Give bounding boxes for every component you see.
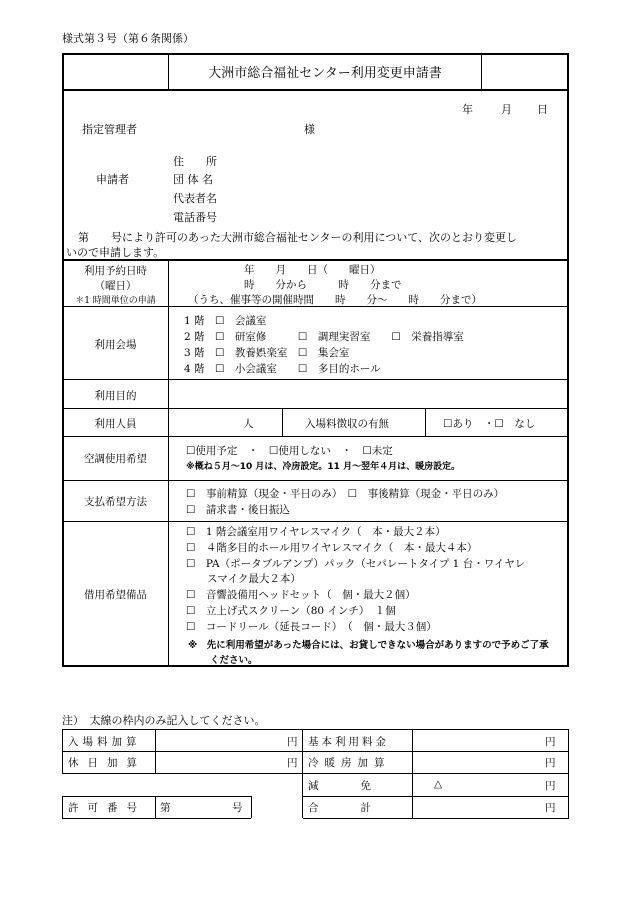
applicant-label: 申請者	[96, 173, 129, 186]
footnote: 注） 太線の枠内のみ記入してください。	[62, 714, 266, 727]
aircon-options: ☐使用予定 ・ ☐使用しない ・ ☐未定	[186, 445, 393, 457]
row-rule-payment	[63, 480, 568, 481]
reduction-label: 減 免	[308, 780, 371, 792]
reservation-weekday-label: （曜日）	[94, 280, 137, 292]
reservation-event-time-line: （うち、催事等の開催時間 時 分～ 時 分まで）	[188, 294, 482, 306]
equipment-label: 借用希望備品	[84, 589, 147, 601]
permit-number-label: 許可番号	[68, 802, 146, 814]
application-form-frame	[62, 53, 569, 667]
equipment-note-2: ください。	[210, 655, 258, 666]
reservation-time-line: 時 分から 時 分まで	[244, 279, 402, 291]
label-column-divider	[168, 260, 169, 666]
venue-label: 利用会場	[94, 339, 137, 351]
attendees-unit: 人	[243, 418, 254, 430]
entrance-fee-yen: 円	[287, 736, 298, 748]
reservation-note: ＊1 時間単位の申請	[75, 296, 156, 306]
permit-suffix: 号	[232, 802, 243, 814]
reduction-yen: 円	[545, 780, 556, 792]
total-label: 合 計	[308, 802, 371, 814]
permit-prefix: 第	[160, 802, 171, 814]
equipment-note-1: ※ 先に利用希望があった場合には、お貸しできない場合がありますので予めご了承	[188, 640, 549, 651]
equipment-item-4: ☐ 音響設備用ヘッドセット（ 個・最大２個）	[186, 589, 416, 601]
right-fee-rule-2	[303, 751, 569, 752]
venue-floor-3: 3 階 ☐ 教養娯楽室 ☐ 集会室	[184, 347, 350, 359]
aircon-label: 空調使用希望	[84, 453, 147, 465]
permit-rule-bottom	[62, 818, 251, 819]
date-day: 日	[537, 103, 548, 116]
reservation-date-line: 年 月 日（ 曜日）	[244, 264, 381, 276]
row-rule-equipment	[63, 521, 568, 522]
aircon-note: ※概ね５月～10 月は、冷房設定。11 月～翌年４月は、暖房設定。	[186, 462, 461, 472]
date-year: 年	[462, 103, 473, 116]
entrance-fee-label: 入場料徴収の有無	[305, 418, 389, 430]
left-fee-divider	[155, 729, 156, 773]
right-fee-border-left	[302, 729, 303, 818]
row-rule-purpose	[63, 379, 568, 380]
right-fee-border-right	[568, 729, 569, 818]
attendees-divider-2	[425, 408, 426, 436]
attendees-divider-1	[282, 408, 283, 436]
entrance-fee-addition-label: 入場料加算	[68, 736, 141, 748]
right-fee-rule-5	[303, 818, 569, 819]
equipment-item-6: ☐ コードリール（延長コード） （ 個・最大３個）	[186, 621, 437, 633]
equipment-item-3-cont: スマイク最大２本）	[186, 573, 301, 585]
payment-label: 支払希望方法	[84, 496, 147, 508]
permit-rule-top	[62, 796, 251, 797]
right-fee-rule-1	[303, 729, 569, 730]
total-yen: 円	[545, 802, 556, 814]
date-month: 月	[501, 103, 512, 116]
payment-line-2: ☐ 請求書・後日振込	[186, 504, 290, 516]
basic-fee-yen: 円	[545, 736, 556, 748]
left-fee-rule-bottom	[62, 773, 302, 774]
addressee-honorific: 様	[304, 123, 315, 136]
applicant-group-label: 団 体 名	[173, 173, 213, 186]
aircon-fee-yen: 円	[545, 757, 556, 769]
reservation-label: 利用予約日時	[84, 265, 147, 277]
title-rule	[63, 89, 568, 91]
venue-floor-4: 4 階 ☐ 小会議室 ☐ 多目的ホール	[184, 363, 381, 375]
addressee-label: 指定管理者	[82, 123, 137, 136]
right-fee-divider	[412, 729, 413, 818]
left-fee-rule-mid	[62, 751, 302, 752]
venue-floor-1: 1 階 ☐ 会議室	[184, 315, 267, 327]
row-rule-attendees	[63, 408, 568, 409]
equipment-item-3: ☐ PA（ポータブルアンプ）パック（セパレートタイプ 1 台・ワイヤレ	[186, 558, 526, 570]
holiday-fee-label: 休日加算	[68, 757, 146, 769]
permit-border-right	[251, 796, 252, 818]
purpose-label: 利用目的	[94, 390, 137, 402]
attendees-label: 利用人員	[94, 418, 137, 430]
applicant-address-label: 住 所	[173, 155, 217, 168]
row-rule-reservation	[63, 259, 568, 261]
statement-line-1: 第 号により許可のあった大洲市総合福祉センターの利用について、次のとおり変更し	[78, 231, 518, 244]
payment-line-1: ☐ 事前精算（現金・平日のみ） ☐ 事後精算（現金・平日のみ）	[186, 488, 505, 500]
holiday-fee-yen: 円	[287, 757, 298, 769]
equipment-item-5: ☐ 立上げ式スクリーン（80 インチ） １個	[186, 605, 396, 617]
form-title: 大洲市総合福祉センター利用変更申請書	[208, 66, 442, 81]
reduction-triangle: △	[434, 778, 443, 790]
row-rule-aircon	[63, 436, 568, 437]
equipment-item-1: ☐ 1 階会議室用ワイヤレスマイク（ 本・最大２本）	[186, 526, 446, 538]
title-divider-right	[481, 54, 482, 90]
right-fee-rule-3	[303, 773, 569, 774]
right-fee-rule-4	[303, 796, 569, 797]
permit-border-left	[62, 796, 63, 818]
basic-fee-label: 基本利用料金	[308, 736, 389, 748]
applicant-representative-label: 代表者名	[173, 192, 217, 205]
statement-line-2: いので申請します。	[66, 246, 165, 259]
form-number: 様式第３号（第６条関係）	[62, 32, 194, 45]
applicant-phone-label: 電話番号	[173, 211, 217, 224]
left-fee-border-left	[62, 729, 63, 773]
aircon-fee-label: 冷暖房加算	[308, 757, 391, 769]
entrance-fee-options: ☐あり ・☐ なし	[443, 418, 536, 430]
left-fee-rule-top	[62, 729, 302, 730]
permit-divider	[155, 796, 156, 818]
venue-floor-2: 2 階 ☐ 研室修 ☐ 調理実習室 ☐ 栄養指導室	[184, 331, 464, 343]
equipment-item-2: ☐ ４階多目的ホール用ワイヤレスマイク（ 本・最大４本）	[186, 542, 478, 554]
